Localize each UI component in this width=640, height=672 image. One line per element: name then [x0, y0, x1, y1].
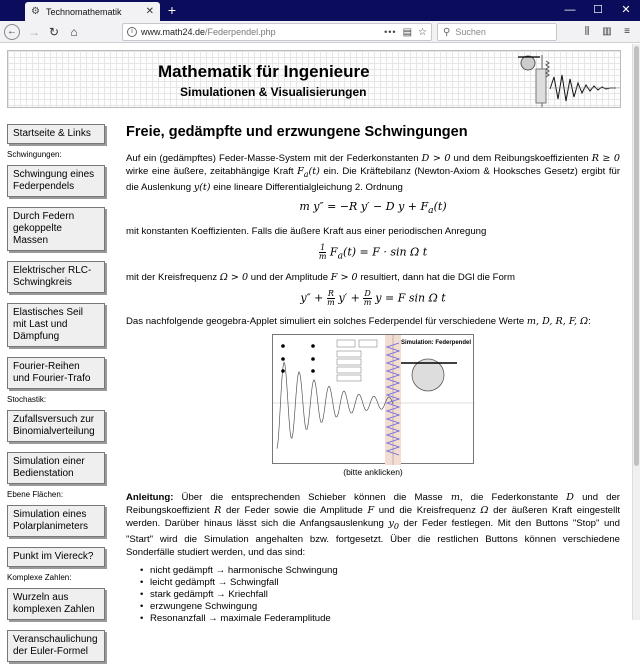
maximize-button[interactable]: ☐	[593, 4, 603, 16]
sidebar-section-label: Komplexe Zahlen:	[7, 573, 72, 582]
back-arrow-icon[interactable]: ←	[4, 24, 20, 40]
gear-icon: ⚙	[31, 5, 40, 17]
sidebar-item-gekoppelte-massen[interactable]: Durch Federn gekoppelte Massen	[7, 207, 105, 251]
window-titlebar	[0, 0, 640, 21]
new-tab-button[interactable]: +	[167, 2, 177, 18]
list-item: • nicht gedämpft → harmonische Schwingung	[140, 565, 620, 577]
list-item: • Resonanzfall → maximale Federamplitude	[140, 613, 620, 625]
sidebar-item-elastisches-seil[interactable]: Elastisches Seil mit Last und Dämpfung	[7, 303, 105, 347]
sidebar-section-label: Stochastik:	[7, 395, 47, 404]
paragraph-anregung: mit konstanten Koeffizienten. Falls die äußere Kraft aus einer periodischen Anregung	[126, 226, 487, 238]
site-subtitle: Simulationen & Visualisierungen	[180, 85, 367, 99]
main-content	[126, 126, 620, 625]
address-bar[interactable]	[122, 23, 432, 41]
paragraph-anleitung: Anleitung: Über die entsprechenden Schieber können die Masse m, die Federkonstante D und der Reibungskoeffizient R der Feder sowie die Amplitude F und die Kreisfrequenz Ω der äußeren Kraft eingestellt werden. Darüber hinaus lässt sich die Anfangsauslenkung $y_0$ der Feder festlegen. Mit den Buttons "Stop" und "Start" wird die Simulation angehalten bzw. fortgesetzt. Über die restlichen Buttons können verschiedene Sonderfälle studiert werden, und das sind:	[126, 491, 621, 558]
equation-dgl-form: y″ + $\frac{R}{m}$ y′ + $\frac{D}{m}$ y = F sin Ω t	[300, 288, 446, 307]
geogebra-applet-thumbnail[interactable]	[272, 334, 474, 464]
page-viewport	[0, 44, 632, 657]
bookmark-star-icon[interactable]: ☆	[418, 26, 427, 38]
forward-arrow-icon[interactable]: →	[28, 25, 40, 39]
url-path: /Federpendel.php	[205, 27, 276, 37]
intro-paragraph: Auf ein (gedämpftes) Feder-Masse-System mit der Federkonstanten D > 0 und dem Reibungskoeffizienten R ≥ 0 wirke eine äußere, zeitabhängige Kraft $F_a(t)$ ein. Die Kräftebilanz (Newton-Axiom & Hooksches Gesetz) ergibt für die Auslenkung y(t) eine lineare Differentialgleichung 2. Ordnung	[126, 153, 621, 193]
sidebar-item-fourier[interactable]: Fourier-Reihen und Fourier-Trafo	[7, 357, 105, 389]
search-input[interactable]	[437, 23, 557, 41]
site-title: Mathematik für Ingenieure	[158, 62, 370, 81]
sidebar-item-startseite[interactable]: Startseite & Links	[7, 124, 105, 144]
search-icon: ⚲	[443, 26, 451, 38]
reload-icon[interactable]: ↻	[48, 25, 60, 39]
home-icon[interactable]: ⌂	[70, 25, 78, 39]
url-host: www.math24.de	[141, 27, 206, 37]
list-item: • stark gedämpft → Kriechfall	[140, 589, 620, 601]
close-tab-icon[interactable]: ✕	[145, 6, 154, 17]
browser-tab[interactable]	[25, 2, 160, 21]
equation-dgl: m y″ = −R y′ − D $y + F_a(t)$	[299, 199, 447, 217]
tab-title: Technomathematik	[46, 6, 122, 17]
sidebar-item-federpendel[interactable]: Schwingung eines Federpendels	[7, 165, 105, 197]
close-window-button[interactable]: ✕	[621, 4, 631, 16]
sidebar-section-label: Ebene Flächen:	[7, 490, 64, 499]
info-icon[interactable]: i	[127, 27, 137, 37]
sidebar-nav	[7, 124, 107, 672]
menu-icon[interactable]: ≡	[624, 26, 630, 37]
sidebar-item-rlc-schwingkreis[interactable]: Elektrischer RLC-Schwingkreis	[7, 261, 105, 293]
applet-preview-graphic	[273, 335, 475, 465]
sidebar-item-komplexe-wurzeln[interactable]: Wurzeln aus komplexen Zahlen	[7, 588, 105, 620]
special-cases-list	[140, 565, 620, 625]
reader-view-icon[interactable]: ▤	[402, 26, 413, 38]
page-scrollbar[interactable]	[632, 44, 640, 620]
equation-anregung: $\frac{1}{m}$ $F_a(t) = F \cdot \sin \Omega$ t	[318, 243, 428, 262]
applet-title: Simulation: Federpendel	[401, 339, 472, 346]
page-actions-icon[interactable]: •••	[384, 27, 397, 37]
sidebar-item-euler-formel[interactable]: Veranschaulichung der Euler-Formel	[7, 630, 105, 662]
page-title: Freie, gedämpfte und erzwungene Schwingungen	[126, 124, 468, 140]
sidebar-item-punkt-im-viereck[interactable]: Punkt im Viereck?	[7, 547, 105, 567]
search-placeholder: Suchen	[455, 27, 486, 37]
applet-caption: (bitte anklicken)	[343, 466, 403, 477]
sidebar-toggle-icon[interactable]: ▥	[602, 26, 612, 37]
paragraph-kreisfrequenz: mit der Kreisfrequenz Ω > 0 und der Amplitude F > 0 resultiert, dann hat die DGl die Form	[126, 271, 515, 283]
scrollbar-thumb[interactable]	[634, 46, 639, 466]
site-banner	[7, 50, 621, 108]
sidebar-item-polarplanimeter[interactable]: Simulation eines Polarplanimeters	[7, 505, 105, 537]
paragraph-applet-intro: Das nachfolgende geogebra-Applet simuliert ein solches Federpendel für verschiedene Werte m, D, R, F, Ω:	[126, 315, 591, 327]
list-item: • erzwungene Schwingung	[140, 601, 620, 613]
minimize-button[interactable]: —	[564, 4, 576, 16]
library-icon[interactable]: ⫼	[584, 26, 590, 37]
sidebar-item-bedienstation[interactable]: Simulation einer Bedienstation	[7, 452, 105, 484]
list-item: • leicht gedämpft → Schwingfall	[140, 577, 620, 589]
sidebar-item-binomialverteilung[interactable]: Zufallsversuch zur Binomialverteilung	[7, 410, 105, 442]
navigation-toolbar	[0, 21, 640, 43]
banner-pendulum-graphic	[506, 51, 622, 109]
sidebar-section-label: Schwingungen:	[7, 150, 62, 159]
